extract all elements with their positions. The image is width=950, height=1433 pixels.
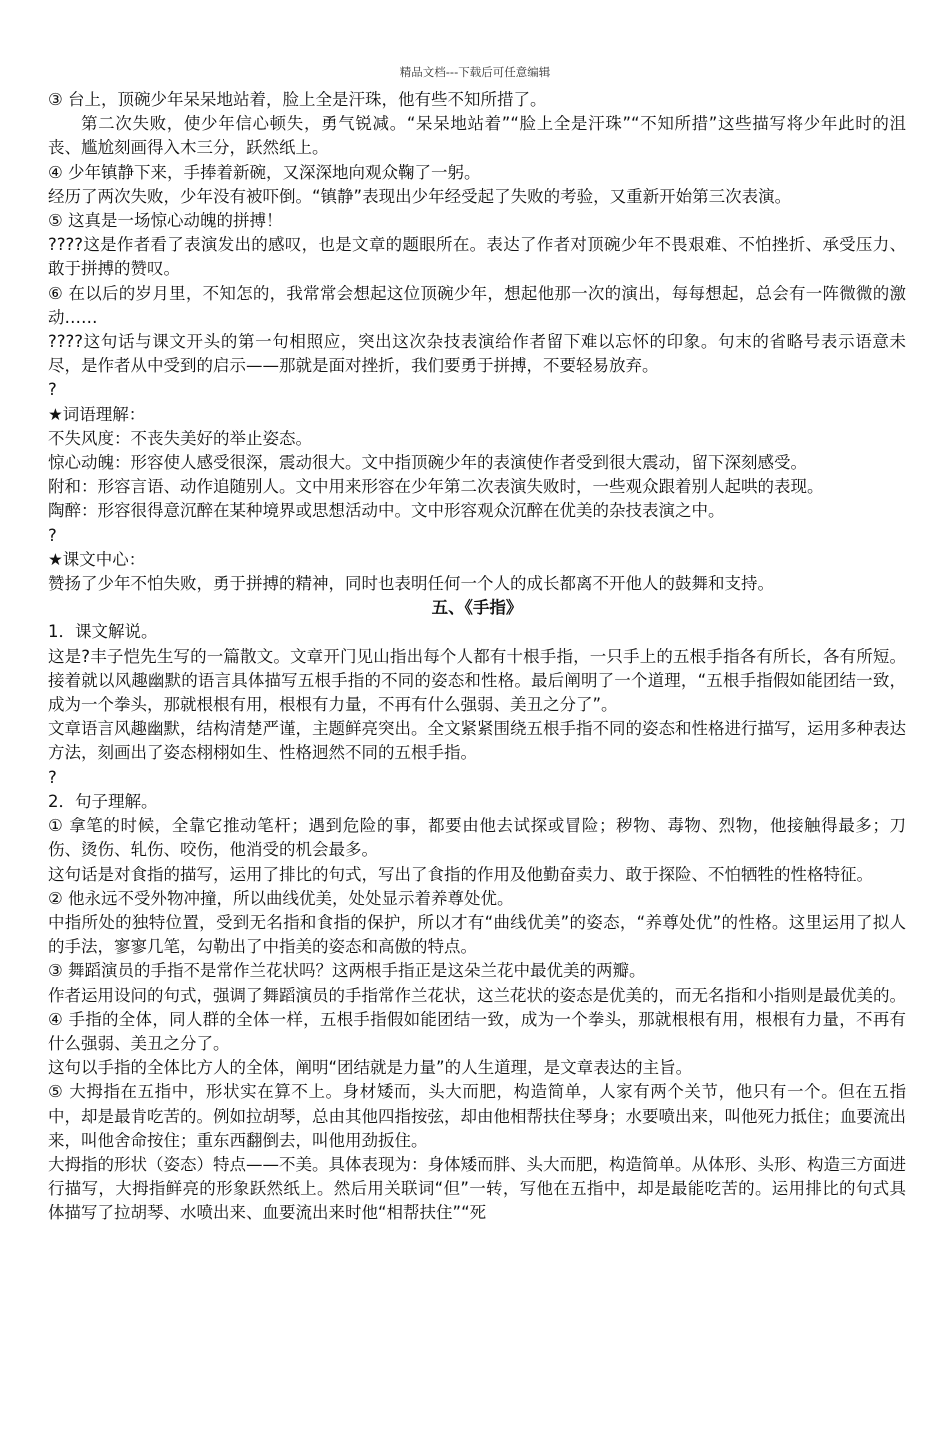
section-heading-theme: ★课文中心：: [48, 549, 146, 569]
paragraph-intro: 文章语言风趣幽默，结构清楚严谨，主题鲜亮突出。全文紧紧围绕五根手指不同的姿态和性格进行描写，运用多种表达方法，刻画出了姿态栩栩如生、性格迥然不同的五根手指。: [48, 719, 906, 763]
subsection-heading: 1．课文解说。: [48, 622, 158, 642]
paragraph-analysis: 第二次失败，使少年信心顿失，勇气锐减。“呆呆地站着”“脸上全是汗珠”“不知所措”这些描写将少年此时的沮丧、尴尬刻画得入木三分，跃然纸上。: [48, 114, 906, 158]
placeholder-mark: ?: [48, 380, 57, 400]
section-heading-vocabulary: ★词语理解：: [48, 404, 146, 424]
paragraph-item-4: ④ 少年镇静下来，手捧着新碗，又深深地向观众鞠了一躬。: [48, 162, 481, 182]
paragraph-item-5: ⑤ 这真是一场惊心动魄的拼搏！: [48, 211, 283, 231]
paragraph-analysis: 作者运用设问的句式，强调了舞蹈演员的手指常作兰花状，这兰花状的姿态是优美的，而无名指和小指则是最优美的。: [48, 985, 906, 1005]
paragraph-analysis: ????这句话与课文开头的第一句相照应，突出这次杂技表演给作者留下难以忘怀的印象。句末的省略号表示语意未尽，是作者从中受到的启示——那就是面对挫折，我们要勇于拼搏，不要轻易放弃。: [48, 332, 906, 376]
chapter-title: 五、《手指》: [431, 598, 523, 618]
vocabulary-entry: 陶醉：形容很得意沉醉在某种境界或思想活动中。文中形容观众沉醉在优美的杂技表演之中。: [48, 501, 725, 521]
paragraph-analysis: 中指所处的独特位置，受到无名指和食指的保护，所以才有“曲线优美”的姿态，“养尊处优”的性格。这里运用了拟人的手法，寥寥几笔，勾勒出了中指美的姿态和高傲的特点。: [48, 912, 906, 957]
paragraph-analysis: 这句以手指的全体比方人的全体，阐明“团结就是力量”的人生道理，是文章表达的主旨。: [48, 1058, 693, 1078]
page-header: 精品文档---下载后可任意编辑: [399, 65, 551, 79]
vocabulary-entry: 惊心动魄：形容使人感受很深，震动很大。文中指顶碗少年的表演使作者受到很大震动，留下深刻感受。: [48, 453, 807, 473]
sentence-item-4: ④ 手指的全体，同人群的全体一样，五根手指假如能团结一致，成为一个拳头，那就根根有用，根根有力量，不再有什么强弱、美丑之分了。: [48, 1009, 906, 1053]
paragraph-analysis: 大拇指的形状（姿态）特点——不美。具体表现为：身体矮而胖、头大而肥，构造简单。从体形、头形、构造三方面进行描写，大拇指鲜亮的形象跃然纸上。然后用关联词“但”一转，写他在五指中，却是最能吃苦的。运用排比的句式具体描写了拉胡琴、水喷出来、血要流出来时他“相帮扶住”“死: [48, 1154, 906, 1223]
paragraph-analysis: 这句话是对食指的描写，运用了排比的句式，写出了食指的作用及他勤奋卖力、敢于探险、不怕牺牲的性格特征。: [48, 864, 873, 884]
theme-text: 赞扬了少年不怕失败，勇于拼搏的精神，同时也表明任何一个人的成长都离不开他人的鼓舞和支持。: [48, 574, 774, 594]
sentence-item-5: ⑤ 大拇指在五指中，形状实在算不上。身材矮而，头大而肥，构造简单，人家有两个关节，他只有一个。但在五指中，却是最肯吃苦的。例如拉胡琴，总由其他四指按弦，却由他相帮扶住琴身；水要喷出来，叫他死力抵住；血要流出来，叫他舍命按住；重东西翻倒去，叫他用劲扳住。: [48, 1082, 906, 1150]
sentence-item-1: ① 拿笔的时候，全靠它推动笔杆；遇到危险的事，都要由他去试探或冒险；秽物、毒物、烈物，他接触得最多；刀伤、烫伤、轧伤、咬伤，他消受的机会最多。: [48, 816, 906, 860]
paragraph-intro: 这是?丰子恺先生写的一篇散文。文章开门见山指出每个人都有十根手指，一只手上的五根手指各有所长，各有所短。接着就以风趣幽默的语言具体描写五根手指的不同的姿态和性格。最后阐明了一个道理，“五根手指假如能团结一致，成为一个拳头，那就根根有用，根根有力量，不再有什么强弱、美丑之分了”。: [48, 646, 906, 715]
subsection-heading: 2．句子理解。: [48, 791, 158, 811]
vocabulary-entry: 不失风度：不丧失美好的举止姿态。: [48, 428, 312, 448]
sentence-item-2: ② 他永远不受外物冲撞，所以曲线优美，处处显示着养尊处优。: [48, 888, 514, 908]
document-body: [48, 88, 906, 1226]
paragraph-analysis: ????这是作者看了表演发出的感叹，也是文章的题眼所在。表达了作者对顶碗少年不畏艰难、不怕挫折、承受压力、敢于拼搏的赞叹。: [48, 235, 906, 279]
paragraph-item-3: ③ 台上，顶碗少年呆呆地站着，脸上全是汗珠，他有些不知所措了。: [48, 90, 547, 109]
placeholder-mark: ?: [48, 767, 57, 787]
paragraph-item-6: ⑥ 在以后的岁月里，不知怎的，我常常会想起这位顶碗少年，想起他那一次的演出，每每想起，总会有一阵微微的激动……: [48, 283, 906, 327]
placeholder-mark: ?: [48, 525, 57, 545]
paragraph-analysis: 经历了两次失败，少年没有被吓倒。“镇静”表现出少年经受起了失败的考验，又重新开始第三次表演。: [48, 186, 792, 206]
sentence-item-3: ③ 舞蹈演员的手指不是常作兰花状吗？这两根手指正是这朵兰花中最优美的两瓣。: [48, 961, 646, 981]
vocabulary-entry: 附和：形容言语、动作追随别人。文中用来形容在少年第二次表演失败时，一些观众跟着别人起哄的表现。: [48, 477, 824, 497]
